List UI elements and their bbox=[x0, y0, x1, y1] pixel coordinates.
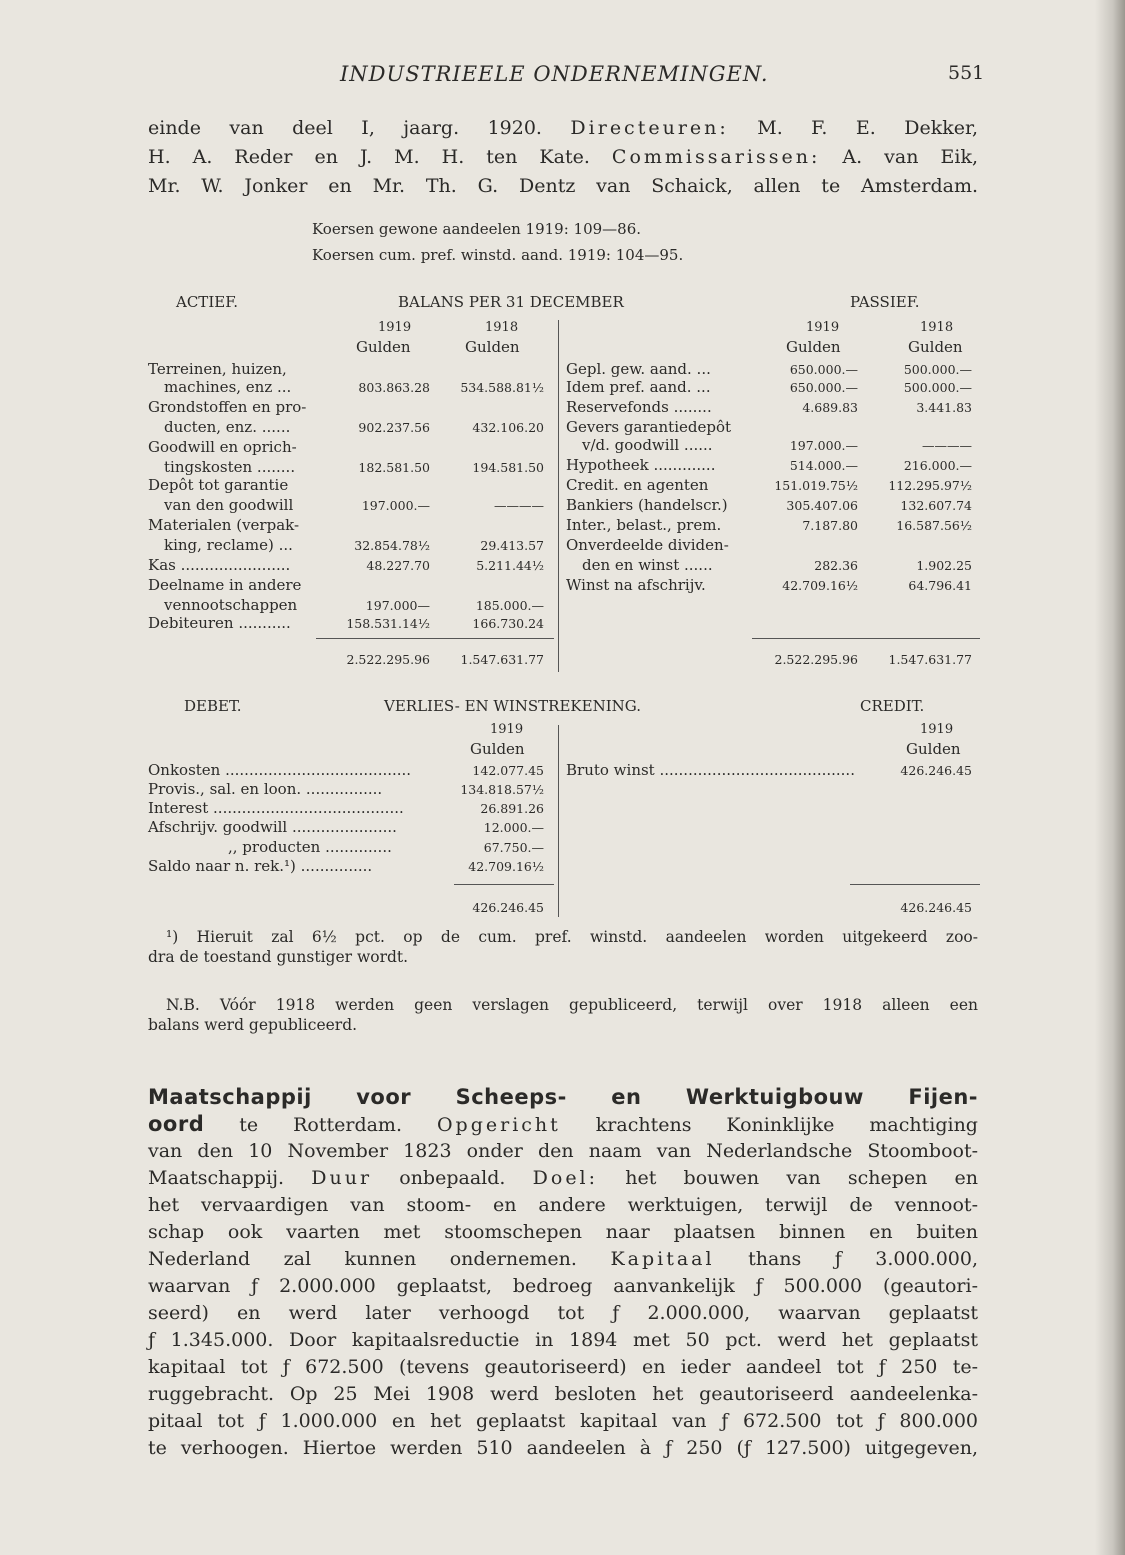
balance-value: 282.36 bbox=[814, 558, 858, 573]
actief-heading: ACTIEF. bbox=[176, 293, 239, 311]
balance-value: 158.531.14½ bbox=[346, 616, 430, 631]
balance-title: BALANS PER 31 DECEMBER bbox=[398, 293, 624, 311]
intro-line-2 bbox=[148, 144, 978, 170]
balance-left-label: machines, enz ... bbox=[164, 378, 292, 396]
balance-value: 432.106.20 bbox=[472, 420, 544, 435]
pl-total: 426.246.45 bbox=[900, 900, 972, 915]
balance-left-label: Debiteuren ........... bbox=[148, 614, 291, 632]
balance-value: 151.019.75½ bbox=[774, 478, 858, 493]
balance-value: 902.237.56 bbox=[358, 420, 430, 435]
pl-center-rule bbox=[558, 725, 559, 917]
company-line-7: Nederland zal kunnen ondernemen. Kapitaal thans ƒ 3.000.000, bbox=[148, 1248, 979, 1270]
balance-right-label: Bankiers (handelscr.) bbox=[566, 496, 728, 514]
balance-left-label: tingskosten ........ bbox=[164, 458, 296, 476]
balance-value: 182.581.50 bbox=[358, 460, 430, 475]
pl-left-label: Afschrijv. goodwill ...................... bbox=[148, 818, 397, 836]
pl-year: 1919 bbox=[490, 722, 524, 737]
balance-left-label: van den goodwill bbox=[164, 496, 294, 514]
col-year-1919: 1919 bbox=[806, 320, 840, 335]
pl-total-rule-left bbox=[454, 884, 554, 885]
balance-value: 1.902.25 bbox=[916, 558, 972, 573]
balance-value: 194.581.50 bbox=[472, 460, 544, 475]
pl-value: 426.246.45 bbox=[900, 763, 972, 778]
balance-value: 42.709.16½ bbox=[782, 578, 858, 593]
commissarissen-label: Commissarissen: bbox=[611, 146, 821, 168]
balance-value: 197.000— bbox=[365, 598, 430, 613]
balance-left-label: vennootschappen bbox=[164, 596, 298, 614]
balance-value: 514.000.— bbox=[789, 458, 858, 473]
pl-left-label: Provis., sal. en loon. ................ bbox=[148, 780, 383, 798]
pl-left-label: Interest ........................................ bbox=[148, 799, 404, 817]
pl-value: 142.077.45 bbox=[472, 763, 544, 778]
pl-left-label: ,, producten .............. bbox=[228, 838, 392, 856]
balance-value: 5.211.44½ bbox=[476, 558, 544, 573]
balance-total-rule-right bbox=[752, 638, 980, 639]
pl-left-label: Onkosten ....................................... bbox=[148, 761, 412, 779]
balance-right-label: Inter., belast., prem. bbox=[566, 516, 722, 534]
pl-value: 42.709.16½ bbox=[468, 859, 544, 874]
company-line-8: waarvan ƒ 2.000.000 geplaatst, bedroeg aanvankelijk ƒ 500.000 (geautori- bbox=[148, 1275, 978, 1297]
pl-total: 426.246.45 bbox=[472, 900, 544, 915]
balance-value: 112.295.97½ bbox=[888, 478, 972, 493]
col-year-1918: 1918 bbox=[920, 320, 954, 335]
pl-value: 26.891.26 bbox=[480, 801, 544, 816]
intro-text: A. van Eik, bbox=[842, 146, 978, 168]
koersen-gewone: Koersen gewone aandeelen 1919: 109—86. bbox=[312, 220, 642, 238]
balance-value: 197.000.— bbox=[789, 438, 858, 453]
balance-right-label: Onverdeelde dividen- bbox=[566, 536, 729, 554]
nb-line-2: balans werd gepubliceerd. bbox=[148, 1016, 358, 1034]
balance-value: 16.587.56½ bbox=[896, 518, 972, 533]
footnote-line-2: dra de toestand gunstiger wordt. bbox=[148, 948, 409, 966]
company-line-1: Maatschappij voor Scheeps- en Werktuigbouw Fijen- bbox=[148, 1085, 978, 1109]
balance-value: 7.187.80 bbox=[802, 518, 858, 533]
balance-value: 4.689.83 bbox=[802, 400, 858, 415]
passief-heading: PASSIEF. bbox=[850, 293, 920, 311]
balance-center-rule bbox=[558, 320, 559, 672]
intro-text: H. A. Reder en J. M. H. ten Kate. bbox=[148, 146, 590, 168]
company-line-10: ƒ 1.345.000. Door kapitaalsreductie in 1894 met 50 pct. werd het geplaatst bbox=[148, 1329, 978, 1351]
balance-left-label: Grondstoffen en pro- bbox=[148, 398, 307, 416]
balance-value: 803.863.28 bbox=[358, 380, 430, 395]
balance-total: 2.522.295.96 bbox=[346, 652, 430, 667]
col-unit: Gulden bbox=[465, 338, 520, 356]
balance-value: 534.588.81½ bbox=[460, 380, 544, 395]
koersen-pref: Koersen cum. pref. winstd. aand. 1919: 104—95. bbox=[312, 246, 684, 264]
balance-value: 185.000.— bbox=[475, 598, 544, 613]
balance-left-label: Kas ....................... bbox=[148, 556, 291, 574]
balance-value: ———— bbox=[922, 438, 972, 453]
pl-value: 67.750.— bbox=[483, 840, 544, 855]
col-year-1919: 1919 bbox=[378, 320, 412, 335]
intro-line-3: Mr. W. Jonker en Mr. Th. G. Dentz van Schaick, allen te Amsterdam. bbox=[148, 175, 978, 197]
balance-value: 64.796.41 bbox=[908, 578, 972, 593]
company-line-13: pitaal tot ƒ 1.000.000 en het geplaatst kapitaal van ƒ 672.500 tot ƒ 800.000 bbox=[148, 1410, 978, 1432]
balance-total: 1.547.631.77 bbox=[888, 652, 972, 667]
balance-value: ———— bbox=[494, 498, 544, 513]
pl-year: 1919 bbox=[920, 722, 954, 737]
intro-text: einde van deel I, jaarg. 1920. bbox=[148, 117, 542, 139]
balance-right-label: v/d. goodwill ...... bbox=[582, 436, 713, 454]
balance-right-label: Reservefonds ........ bbox=[566, 398, 712, 416]
pl-value: 134.818.57½ bbox=[460, 782, 544, 797]
balance-value: 500.000.— bbox=[903, 362, 972, 377]
pl-left-label: Saldo naar n. rek.¹) ............... bbox=[148, 857, 373, 875]
balance-value: 132.607.74 bbox=[900, 498, 972, 513]
pl-unit: Gulden bbox=[906, 740, 961, 758]
balance-total-rule-left bbox=[316, 638, 554, 639]
company-line-14: te verhoogen. Hiertoe werden 510 aandeelen à ƒ 250 (ƒ 127.500) uitgegeven, bbox=[148, 1437, 978, 1459]
page-number: 551 bbox=[948, 62, 985, 84]
balance-value: 32.854.78½ bbox=[354, 538, 430, 553]
balance-value: 650.000.— bbox=[789, 362, 858, 377]
company-line-9: seerd) en werd later verhoogd tot ƒ 2.000.000, waarvan geplaatst bbox=[148, 1302, 978, 1324]
company-line-12: ruggebracht. Op 25 Mei 1908 werd besloten het geautoriseerd aandeelenka- bbox=[148, 1383, 978, 1405]
balance-right-label: den en winst ...... bbox=[582, 556, 713, 574]
pl-value: 12.000.— bbox=[483, 820, 544, 835]
debet-heading: DEBET. bbox=[184, 697, 242, 715]
company-line-11: kapitaal tot ƒ 672.500 (tevens geautoriseerd) en ieder aandeel tot ƒ 250 te- bbox=[148, 1356, 978, 1378]
balance-value: 305.407.06 bbox=[786, 498, 858, 513]
company-line-5: het vervaardigen van stoom- en andere werktuigen, terwijl de vennoot- bbox=[148, 1194, 978, 1216]
intro-line-1 bbox=[148, 115, 978, 141]
pl-total-rule-right bbox=[850, 884, 980, 885]
directeuren-label: Directeuren: bbox=[570, 117, 729, 139]
balance-left-label: Goodwill en oprich- bbox=[148, 438, 297, 456]
col-unit: Gulden bbox=[908, 338, 963, 356]
nb-line-1: N.B. Vóór 1918 werden geen verslagen gepubliceerd, terwijl over 1918 alleen een bbox=[166, 996, 978, 1014]
balance-left-label: ducten, enz. ...... bbox=[164, 418, 291, 436]
pl-unit: Gulden bbox=[470, 740, 525, 758]
balance-left-label: Materialen (verpak- bbox=[148, 516, 300, 534]
balance-value: 48.227.70 bbox=[366, 558, 430, 573]
footnote-line-1: ¹) Hieruit zal 6½ pct. op de cum. pref. winstd. aandeelen worden uitgekeerd zoo- bbox=[166, 928, 978, 946]
company-line-3: van den 10 November 1823 onder den naam van Nederlandsche Stoomboot- bbox=[148, 1140, 978, 1162]
company-line-4: Maatschappij. Duur onbepaald. Doel: het bouwen van schepen en bbox=[148, 1167, 979, 1189]
balance-right-label: Gevers garantiedepôt bbox=[566, 418, 732, 436]
balance-value: 650.000.— bbox=[789, 380, 858, 395]
col-unit: Gulden bbox=[356, 338, 411, 356]
balance-total: 1.547.631.77 bbox=[460, 652, 544, 667]
balance-value: 197.000.— bbox=[361, 498, 430, 513]
col-unit: Gulden bbox=[786, 338, 841, 356]
balance-value: 500.000.— bbox=[903, 380, 972, 395]
balance-total: 2.522.295.96 bbox=[774, 652, 858, 667]
running-header-title: INDUSTRIEELE ONDERNEMINGEN. bbox=[340, 62, 769, 86]
col-year-1918: 1918 bbox=[485, 320, 519, 335]
intro-text: M. F. E. Dekker, bbox=[757, 117, 979, 139]
company-line-6: schap ook vaarten met stoomschepen naar plaatsen binnen en buiten bbox=[148, 1221, 978, 1243]
pl-right-label: Bruto winst ......................................... bbox=[566, 761, 855, 779]
company-line-2: oord te Rotterdam. Opgericht krachtens Koninklijke machtiging bbox=[148, 1112, 978, 1136]
balance-left-label: Deelname in andere bbox=[148, 576, 302, 594]
balance-right-label: Winst na afschrijv. bbox=[566, 576, 706, 594]
balance-value: 29.413.57 bbox=[480, 538, 544, 553]
balance-right-label: Credit. en agenten bbox=[566, 476, 709, 494]
balance-left-label: Depôt tot garantie bbox=[148, 476, 289, 494]
balance-right-label: Idem pref. aand. ... bbox=[566, 378, 711, 396]
balance-left-label: king, reclame) ... bbox=[164, 536, 293, 554]
balance-right-label: Gepl. gew. aand. ... bbox=[566, 360, 711, 378]
balance-value: 166.730.24 bbox=[472, 616, 544, 631]
credit-heading: CREDIT. bbox=[860, 697, 925, 715]
pl-title: VERLIES- EN WINSTREKENING. bbox=[384, 697, 641, 715]
balance-left-label: Terreinen, huizen, bbox=[148, 360, 287, 378]
book-spine-shadow bbox=[1095, 0, 1125, 1555]
balance-value: 3.441.83 bbox=[916, 400, 972, 415]
balance-right-label: Hypotheek ............. bbox=[566, 456, 716, 474]
balance-value: 216.000.— bbox=[903, 458, 972, 473]
